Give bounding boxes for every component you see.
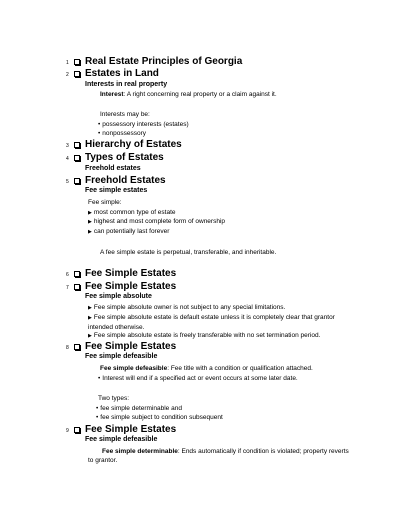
paragraph: Fee simple: [88, 199, 122, 206]
checkbox[interactable] [74, 155, 80, 161]
bullet-arrow-icon: ▶ [88, 229, 92, 235]
bullet-arrow-icon: ▶ [88, 333, 92, 339]
slide-number: 7 [66, 285, 69, 291]
slide-number: 2 [66, 72, 69, 78]
slide-title: Fee Simple Estates [85, 341, 177, 352]
list-item: ▶ can potentially last forever [88, 228, 170, 235]
slide-title: Fee Simple Estates [85, 424, 177, 435]
list-item: • fee simple determinable and [96, 405, 182, 412]
slide-number: 4 [66, 156, 69, 162]
list-item: ▶ Fee simple absolute estate is freely transferable with no set termination period. [88, 332, 321, 339]
checkbox[interactable] [74, 344, 80, 350]
slide-number: 5 [66, 179, 69, 185]
checkbox[interactable] [74, 271, 80, 277]
checkbox[interactable] [74, 284, 80, 290]
definition: Interest: A right concerning real property or a claim against it. [100, 91, 277, 98]
slide-title: Fee Simple Estates [85, 268, 177, 279]
list-item: ▶ Fee simple absolute owner is not subject to any special limitations. [88, 304, 286, 311]
paragraph: Two types: [98, 395, 130, 402]
slide-title: Types of Estates [85, 152, 164, 163]
slide-subtitle: Fee simple defeasible [85, 353, 158, 360]
list-item: ▶ Fee simple absolute estate is default estate unless it is completely clear that grantor intended otherwise. [88, 314, 335, 331]
slide-subtitle: Freehold estates [85, 165, 141, 172]
bullet-arrow-icon: ▶ [88, 210, 92, 216]
slide-number: 6 [66, 272, 69, 278]
list-item: ▶ most common type of estate [88, 209, 176, 216]
checkbox[interactable] [74, 142, 80, 148]
slide-number: 9 [66, 428, 69, 434]
checkbox[interactable] [74, 178, 80, 184]
slide-subtitle: Interests in real property [85, 81, 168, 88]
bullet-arrow-icon: ▶ [88, 315, 92, 321]
note: A fee simple estate is perpetual, transferable, and inheritable. [100, 249, 277, 256]
slide-title: Real Estate Principles of Georgia [85, 56, 243, 67]
slide-title: Freehold Estates [85, 175, 166, 186]
slide-title: Estates in Land [85, 68, 159, 79]
definition: Fee simple determinable: Ends automatically if condition is violated; property reverts to grantor. [88, 448, 349, 464]
paragraph: Interests may be: [100, 111, 150, 118]
definition: Fee simple defeasible: Fee title with a condition or qualification attached. [100, 365, 313, 372]
slide-number: 1 [66, 60, 69, 66]
list-item: • nonpossessory [98, 130, 146, 137]
slide-subtitle: Fee simple absolute [85, 293, 152, 300]
checkbox[interactable] [74, 59, 80, 65]
slide-title: Hierarchy of Estates [85, 139, 182, 150]
slide-subtitle: Fee simple defeasible [85, 436, 158, 443]
list-item: ▶ highest and most complete form of ownership [88, 218, 226, 225]
list-item: • possessory interests (estates) [98, 121, 189, 128]
bullet-arrow-icon: ▶ [88, 219, 92, 225]
slide-subtitle: Fee simple estates [85, 187, 148, 194]
slide-number: 8 [66, 345, 69, 351]
slide-number: 3 [66, 143, 69, 149]
list-item: • Interest will end if a specified act or event occurs at some later date. [98, 375, 298, 382]
slide-title: Fee Simple Estates [85, 281, 177, 292]
checkbox[interactable] [74, 71, 80, 77]
bullet-arrow-icon: ▶ [88, 305, 92, 311]
list-item: • fee simple subject to condition subsequent [96, 414, 223, 421]
checkbox[interactable] [74, 427, 80, 433]
